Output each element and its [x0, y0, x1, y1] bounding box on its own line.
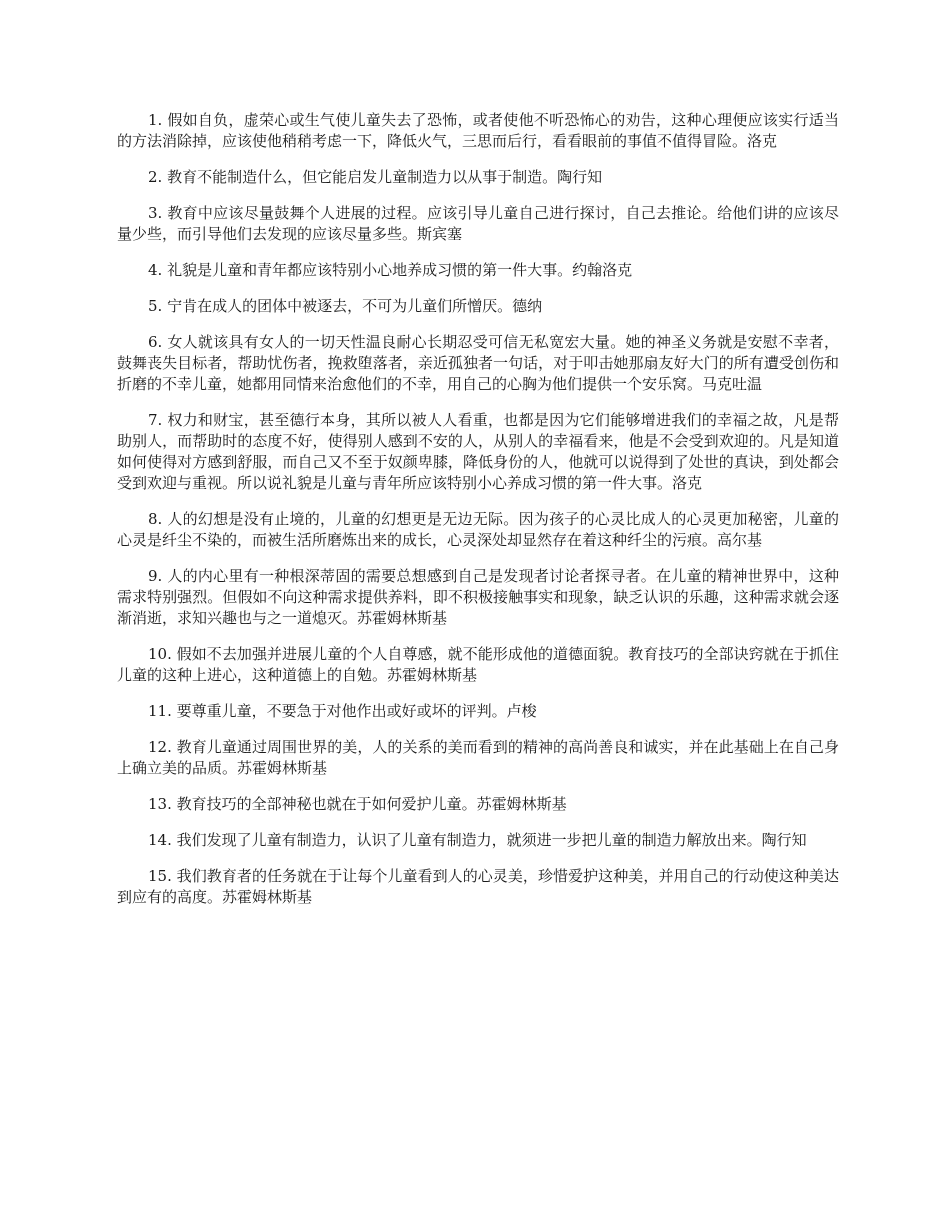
quote-paragraph-8: 8. 人的幻想是没有止境的，儿童的幻想更是无边无际。因为孩子的心灵比成人的心灵更加秘密，儿童的心灵是纤尘不染的，而被生活所磨炼出来的成长，心灵深处却显然存在着这种纤尘的污痕。高尔基 [117, 510, 839, 549]
document-page [117, 110, 839, 923]
quote-paragraph-1: 1. 假如自负，虚荣心或生气使儿童失去了恐怖，或者使他不听恐怖心的劝告，这种心理便应该实行适当的方法消除掉，应该使他稍稍考虑一下，降低火气，三思而后行，看看眼前的事值不值得冒险。洛克 [117, 111, 839, 150]
quote-paragraph-6: 6. 女人就该具有女人的一切天性温良耐心长期忍受可信无私宽宏大量。她的神圣义务就是安慰不幸者，鼓舞丧失目标者，帮助忧伤者，挽救堕落者，亲近孤独者一句话，对于叩击她那扇友好大门的所有遭受创伤和折磨的不幸儿童，她都用同情来治愈他们的不幸，用自己的心胸为他们提供一个安乐窝。马克吐温 [117, 333, 839, 393]
quote-paragraph-2: 2. 教育不能制造什么，但它能启发儿童制造力以从事于制造。陶行知 [148, 168, 603, 186]
quote-paragraph-10: 10. 假如不去加强并进展儿童的个人自尊感，就不能形成他的道德面貌。教育技巧的全部诀窍就在于抓住儿童的这种上进心，这种道德上的自勉。苏霍姆林斯基 [117, 645, 839, 684]
quote-paragraph-7: 7. 权力和财宝，甚至德行本身，其所以被人人看重，也都是因为它们能够增进我们的幸福之故，凡是帮助别人，而帮助时的态度不好，使得别人感到不安的人，从别人的幸福看来，他是不会受到欢迎的。凡是知道如何使得对方感到舒服，而自己又不至于奴颜卑膝，降低身份的人，他就可以说得到了处世的真诀，到处都会受到欢迎与重视。所以说礼貌是儿童与青年所应该特别小心养成习惯的第一件大事。洛克 [117, 411, 839, 492]
quote-paragraph-14: 14. 我们发现了儿童有制造力，认识了儿童有制造力，就须进一步把儿童的制造力解放出来。陶行知 [148, 831, 807, 849]
quote-paragraph-9: 9. 人的内心里有一种根深蒂固的需要总想感到自己是发现者讨论者探寻者。在儿童的精神世界中，这种需求特别强烈。但假如不向这种需求提供养料，即不积极接触事实和现象，缺乏认识的乐趣，这种需求就会逐渐消逝，求知兴趣也与之一道熄灭。苏霍姆林斯基 [117, 567, 839, 627]
quote-paragraph-3: 3. 教育中应该尽量鼓舞个人进展的过程。应该引导儿童自己进行探讨，自己去推论。给他们讲的应该尽量少些，而引导他们去发现的应该尽量多些。斯宾塞 [117, 204, 839, 243]
quote-paragraph-11: 11. 要尊重儿童，不要急于对他作出或好或坏的评判。卢梭 [148, 702, 537, 720]
quote-paragraph-13: 13. 教育技巧的全部神秘也就在于如何爱护儿童。苏霍姆林斯基 [148, 795, 567, 813]
quote-paragraph-12: 12. 教育儿童通过周围世界的美，人的关系的美而看到的精神的高尚善良和诚实，并在此基础上在自己身上确立美的品质。苏霍姆林斯基 [117, 738, 839, 777]
quote-paragraph-5: 5. 宁肯在成人的团体中被逐去，不可为儿童们所憎厌。德纳 [148, 297, 543, 315]
quote-paragraph-4: 4. 礼貌是儿童和青年都应该特别小心地养成习惯的第一件大事。约翰洛克 [148, 261, 633, 279]
quote-paragraph-15: 15. 我们教育者的任务就在于让每个儿童看到人的心灵美，珍惜爱护这种美，并用自己的行动使这种美达到应有的高度。苏霍姆林斯基 [117, 867, 839, 906]
